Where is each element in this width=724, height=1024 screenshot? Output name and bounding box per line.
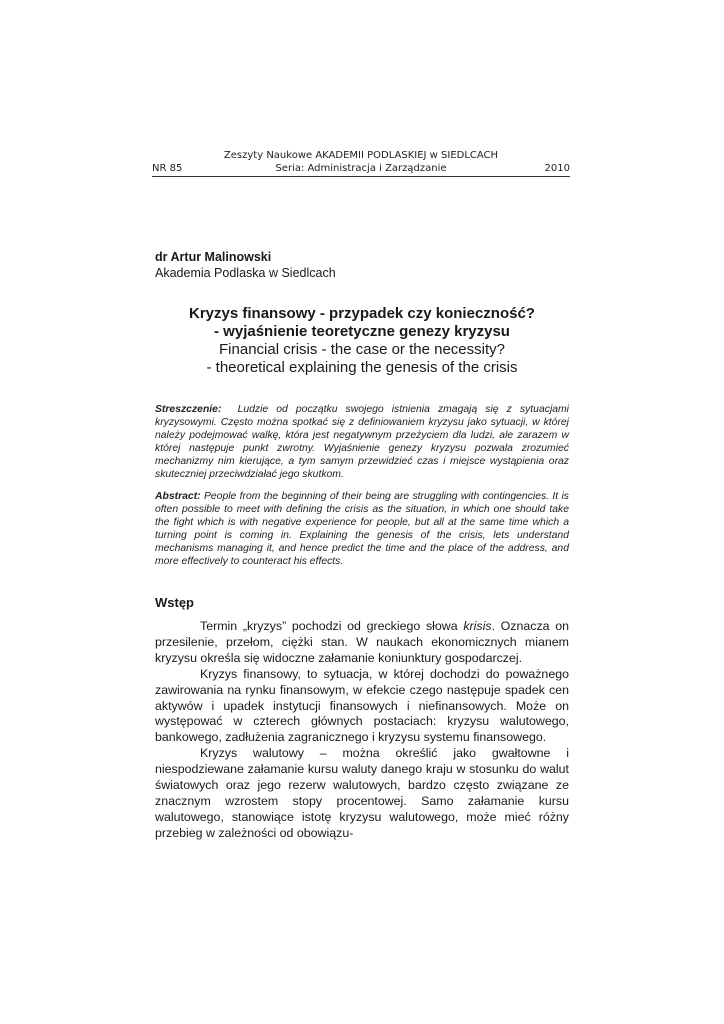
abstract-polish-text: Ludzie od początku swojego istnienia zmagają się z sytuacjami kryzysowymi. Często można spotkać się z definiowaniem kryzysu jako sytuacji, w której należy podejmować walkę, która jest negatywnym przeżyciem dla ludzi, ale zarazem w której następuje punkt zwrotny. Wyjaśnienie genezy kryzysu pozwala zrozumieć mechanizmy nim kierujące, a tym samym przewidzieć czas i miejsce wystąpienia oraz skuteczniej przeciwdziałać jego skutkom. — [155, 404, 569, 481]
title-pl-line2: - wyjaśnienie teoretyczne genezy kryzysu — [214, 323, 510, 340]
author-block — [155, 249, 336, 281]
abstract-english-label: Abstract: — [155, 491, 201, 502]
title-pl-line1: Kryzys finansowy - przypadek czy konieczność? — [189, 305, 535, 322]
author-name: dr Artur Malinowski — [155, 250, 272, 264]
body-text — [155, 619, 569, 842]
title-en-line1: Financial crisis - the case or the necessity? — [219, 341, 505, 358]
abstract-polish — [155, 403, 569, 482]
paragraph: Kryzys walutowy – można określić jako gwałtowne i niespodziewane załamanie kursu waluty danego kraju w stosunku do walut światowych oraz jego rezerw walutowych, bardzo często związane ze znacznym wzrostem stopy procentowej. Samo załamanie kursu walutowego, stanowiące istotę kryzysu walutowego, może mieć różny przebieg w zależności od obowiązu- — [155, 746, 569, 840]
issue-number: NR 85 — [152, 163, 183, 174]
section-heading: Wstęp — [155, 595, 194, 610]
paragraph — [155, 619, 569, 667]
header-rule — [152, 176, 570, 177]
series-name: Seria: Administracja i Zarządzanie — [275, 163, 447, 174]
abstract-english — [155, 490, 569, 569]
abstract-english-text: People from the beginning of their being are struggling with contingencies. It is often possible to meet with defining the crisis as the situation, in which one should take the fight which is with negative experience for people, but all at the same time which a turning point is coming in. Explaining the genesis of the crisis, lets understand mechanisms managing it, and hence predict the time and the place of the address, and more effectively to counteract his effects. — [155, 491, 569, 568]
paragraph: Kryzys finansowy, to sytuacja, w której dochodzi do poważnego zawirowania na rynku finansowym, w efekcie czego następuje spadek cen aktywów i upadek instytucji finansowych i niefinansowych. Może on występować w czterech głównych postaciach: kryzysu walutowego, bankowego, zadłużenia zagranicznego i kryzysu systemu finansowego. — [155, 666, 569, 745]
paragraph-text: Termin „kryzys” pochodzi od greckiego słowa — [200, 619, 464, 633]
running-header — [152, 149, 570, 176]
issue-year: 2010 — [544, 163, 570, 174]
term-krisis: krisis — [463, 619, 492, 633]
title-en-line2: - theoretical explaining the genesis of the crisis — [206, 359, 518, 376]
title-block — [152, 305, 572, 377]
author-affiliation: Akademia Podlaska w Siedlcach — [155, 266, 336, 280]
paragraph-text: . Oznacza on przesilenie, przełom, ciężki stan. W naukach ekonomicznych mianem kryzysu określa się widoczne załamanie koniunktury gospodarczej. — [155, 619, 569, 665]
journal-name: Zeszyty Naukowe AKADEMII PODLASKIEJ w SIEDLCACH — [223, 150, 499, 161]
header-row — [152, 162, 570, 176]
abstract-polish-label: Streszczenie: — [155, 404, 222, 415]
